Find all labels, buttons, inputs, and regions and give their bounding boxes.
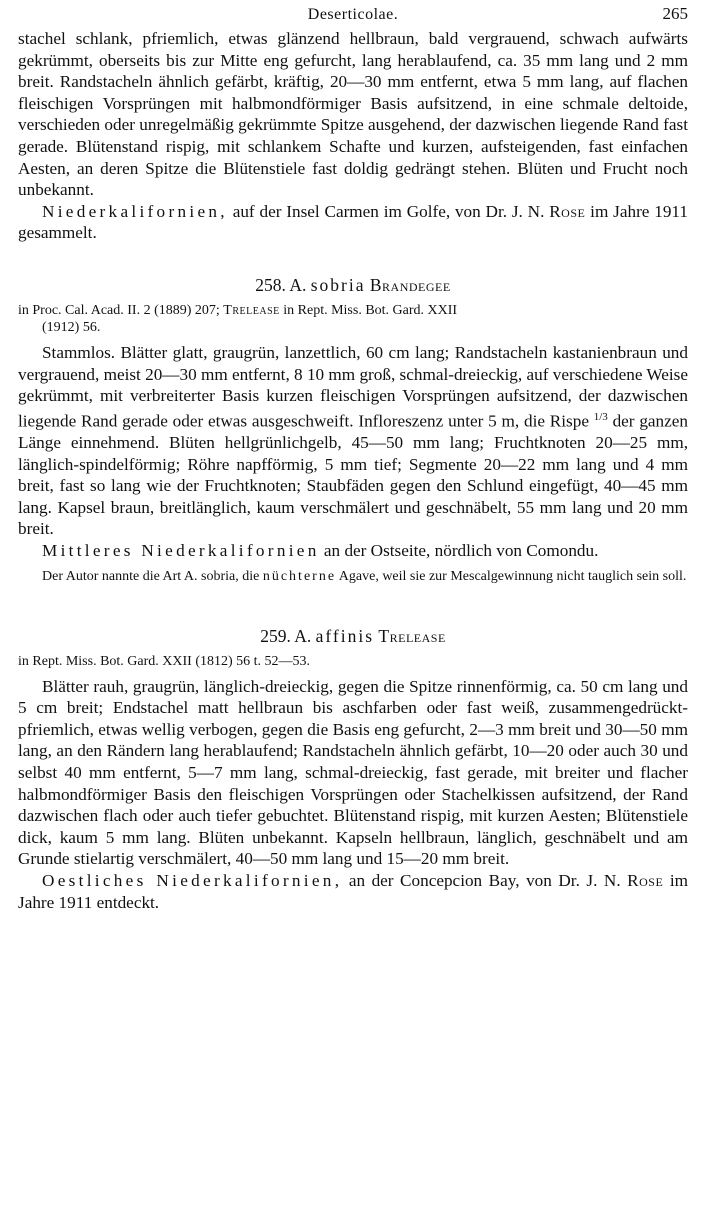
- section-258-body: [18, 342, 688, 562]
- distribution-region: Oestliches Niederkalifornien,: [42, 870, 343, 890]
- distribution-end: im Jahre 1911 entdeckt.: [18, 870, 688, 912]
- note-part-a: Der Autor nannte die Art A. sobria, die: [42, 568, 263, 584]
- species-description: Blätter rauh, graugrün, länglich-dreieckig, gegen die Spitze rinnenförmig, ca. 50 cm lang und 5 cm breit; Endstachel matt hellbraun bis aschfarben oder fast weiß, zusammengedrückt-pfriemlich, etwas wellig verbogen, gegen die Basis eng gefurcht, 2—3 mm breit und 30—50 mm lang, an den Rändern lang herablaufend; Randstacheln ähnlich gefärbt, 10—20 oder auch 30 und selbst 40 mm entfernt, 5—7 mm lang, schmal-dreieckig, fast gerade, mit breiter und flacher halbmondförmiger Basis den fleischigen Vorsprüngen oder Stachelkissen aufsitzend, der Rand dazwischen flach oder auch tiefer gebuchtet. Blütenstand rispig, mit kurzen Aesten; Blütenstiele dick, kaum 5 mm lang. Blüten unbekannt. Kapseln hellbraun, länglich, geschnäbelt und am Grunde stielartig verschmälert, 40—50 mm lang und 15—20 mm breit.: [18, 676, 688, 869]
- note-part-b: Agave, weil sie zur Mescalgewinnung nicht tauglich sein soll.: [336, 568, 687, 584]
- footnote: [18, 568, 688, 585]
- page-number: 265: [662, 4, 688, 23]
- distribution-paragraph: [18, 201, 688, 244]
- distribution-region: Niederkalifornien,: [42, 201, 228, 221]
- citation-part-c: (1912) 56.: [42, 319, 101, 335]
- note-emphasis: nüchterne: [262, 568, 337, 584]
- distribution-text: auf der Insel Carmen im Golfe, von Dr. J. N.: [227, 201, 550, 221]
- fraction: 1/3: [593, 410, 608, 423]
- section-259: [18, 625, 688, 914]
- citation-part-a: in Proc. Cal. Acad. II. 2 (1889) 207;: [18, 302, 224, 318]
- distribution-text: an der Concepcion Bay, von Dr. J. N.: [342, 870, 628, 890]
- section-258: [18, 274, 688, 585]
- citation: [18, 302, 688, 336]
- distribution-region: Mittleres Niederkalifornien: [42, 541, 320, 561]
- distribution-end: im Jahre 1911 gesammelt.: [18, 201, 688, 243]
- distribution-paragraph: [18, 870, 688, 913]
- species-number: 258. A.: [255, 274, 307, 295]
- citation-part-b: in Rept. Miss. Bot. Gard. XXII: [279, 302, 458, 318]
- collector-name: Rose: [627, 870, 664, 890]
- distribution-text: an der Ostseite, nördlich von Comondu.: [319, 541, 599, 561]
- species-name: sobria: [310, 274, 366, 295]
- citation: in Rept. Miss. Bot. Gard. XXII (1812) 56 t. 52—53.: [18, 653, 311, 669]
- description-part-2: der ganzen Länge einnehmend. Blüten hellgrünlichgelb, 45—50 mm lang; Fruchtknoten 20—25 mm, länglich-spindelförmig; Röhre napfförmig, 5 mm tief; Segmente 20—22 mm lang und 4 mm breit, fast so lang wie der Fruchtknoten; Staubfäden gegen den Schlund eingefügt, 40—45 mm lang. Kapsel braun, breitlänglich, kaum verschmälert und geschnäbelt, 55 mm lang und 20 mm breit.: [18, 411, 688, 539]
- running-title: Deserticolae.: [307, 6, 399, 23]
- description-part-1: Stammlos. Blätter glatt, graugrün, lanzettlich, 60 cm lang; Randstacheln kastanienbraun und vergrauend, meist 20—30 mm entfernt, 8 10 mm groß, schmal-dreieckig, auf verschiedene Weise gekrümmt, mit verbreiterter Basis kurzen fleischigen Vorsprüngen aufsitzend, der dazwischen liegende Rand gerade oder etwas ausgeschweift. Infloreszenz unter 5 m, die Rispe: [18, 342, 689, 431]
- species-number: 259. A.: [260, 625, 312, 646]
- species-heading: [18, 274, 688, 296]
- species-author: Trelease: [378, 625, 446, 646]
- distribution-paragraph: [18, 540, 688, 562]
- book-page: [18, 4, 688, 913]
- species-description: stachel schlank, pfriemlich, etwas glänzend hellbraun, bald vergrauend, schwach aufwärts gekrümmt, oberseits bis zur Mitte eng gefurcht, lang herablaufend, ca. 35 mm lang und 2 mm breit. Randstacheln ähnlich gefärbt, kräftig, 20—30 mm entfernt, etwa 5 mm lang, auf flachen fleischigen Vorsprüngen mit halbmondförmiger Basis aufsitzend, in eine schmale deltoide, verschieden oder unregelmäßig gekrümmte Spitze ausgehend, der dazwischen liegende Rand fast gerade. Blütenstand rispig, mit schlankem Schafte und kurzen, aufsteigenden, fast einfachen Aesten, an deren Spitze die Blütenstiele fast doldig gedrängt stehen. Blüten und Frucht noch unbekannt.: [18, 29, 688, 200]
- citation-author: Trelease: [223, 302, 280, 318]
- collector-name: Rose: [549, 201, 586, 221]
- section-259-body: [18, 676, 688, 914]
- section-257-continuation: [18, 28, 688, 244]
- species-description: [18, 342, 688, 540]
- species-name: affinis: [315, 625, 375, 646]
- running-header: [18, 4, 688, 28]
- species-author: Brandegee: [369, 274, 451, 295]
- species-heading: [18, 625, 688, 647]
